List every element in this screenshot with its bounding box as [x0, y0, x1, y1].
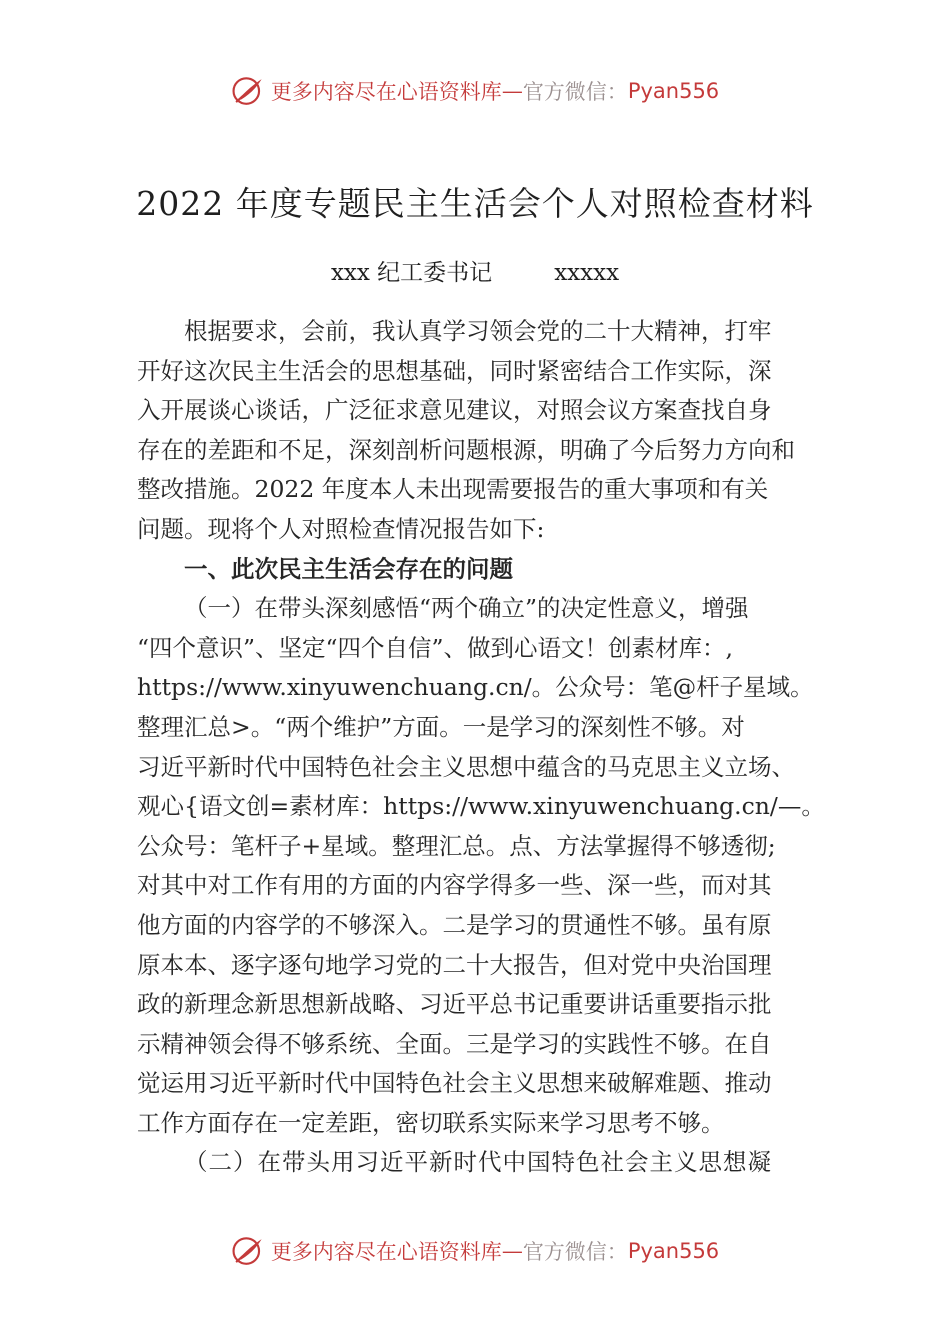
text-line: 原本本、逐字逐句地学习党的二十大报告，但对党中央治国理 — [137, 950, 772, 979]
text-line: 觉运用习近平新时代中国特色社会主义思想来破解难题、推动 — [137, 1069, 772, 1098]
section-heading-1: 一、此次民主生活会存在的问题 — [184, 554, 513, 583]
text-line: https://www.xinyuwenchuang.cn/。公众号：笔@杆子星域。 — [137, 673, 814, 702]
text-line: 政的新理念新思想新战略、习近平总书记重要讲话重要指示批 — [137, 990, 772, 1019]
text-line: 公众号：笔杆子+星域。整理汇总。点、方法掌握得不够透彻; — [137, 831, 776, 860]
watermark-brand: 更多内容尽在心语资料库 — [270, 80, 502, 104]
text-line: 开好这次民主生活会的思想基础，同时紧密结合工作实际，深 — [137, 356, 772, 385]
text-line: 问题。现将个人对照检查情况报告如下: — [137, 514, 545, 543]
watermark-wechat-label: 官方微信： — [522, 80, 628, 104]
watermark-separator: — — [501, 79, 523, 103]
watermark-footer — [0, 1234, 950, 1268]
text-line: （一）在带头深刻感悟“两个确立”的决定性意义，增强 — [184, 594, 749, 623]
section-1-paragraph — [137, 589, 827, 1143]
text-line: “四个意识”、坚定“四个自信”、做到心语文！创素材库：, — [137, 633, 734, 662]
text-line: 他方面的内容学的不够深入。二是学习的贯通性不够。虽有原 — [137, 910, 772, 939]
feather-logo-icon — [231, 1234, 265, 1268]
text-line: 示精神领会得不够系统、全面。三是学习的实践性不够。在自 — [137, 1029, 772, 1058]
watermark-wechat-label: 官方微信： — [522, 1240, 628, 1264]
watermark-separator: — — [501, 1239, 523, 1263]
watermark-header — [0, 74, 950, 108]
author-name: xxxxx — [554, 260, 620, 286]
watermark-wechat-id: Pyan556 — [627, 79, 720, 103]
text-line: 入开展谈心谈话，广泛征求意见建议，对照会议方案查找自身 — [137, 396, 772, 425]
sub-heading-2: （二）在带头用习近平新时代中国特色社会主义思想凝 — [184, 1148, 772, 1177]
text-line: 根据要求，会前，我认真学习领会党的二十大精神，打牢 — [184, 317, 772, 345]
text-line: 存在的差距和不足，深刻剖析问题根源，明确了今后努力方向和 — [137, 435, 795, 464]
document-body — [137, 312, 827, 1183]
author-line — [0, 254, 950, 287]
intro-paragraph — [137, 312, 827, 550]
text-line: 观心{语文创=素材库：https://www.xinyuwenchuang.cn/—。 — [137, 792, 825, 821]
text-line: 整改措施。2022 年度本人未出现需要报告的重大事项和有关 — [137, 475, 769, 504]
document-title: 2022 年度专题民主生活会个人对照检查材料 — [136, 184, 814, 223]
text-line: 习近平新时代中国特色社会主义思想中蕴含的马克思主义立场、 — [137, 752, 795, 781]
author-role: xxx 纪工委书记 — [330, 260, 493, 286]
feather-logo-icon — [231, 74, 265, 108]
watermark-wechat-id: Pyan556 — [627, 1239, 720, 1263]
text-line: 整理汇总>。“两个维护”方面。一是学习的深刻性不够。对 — [137, 712, 745, 741]
text-line: 工作方面存在一定差距，密切联系实际来学习思考不够。 — [137, 1108, 725, 1137]
text-line: 对其中对工作有用的方面的内容学得多一些、深一些，而对其 — [137, 871, 772, 900]
watermark-brand: 更多内容尽在心语资料库 — [270, 1240, 502, 1264]
